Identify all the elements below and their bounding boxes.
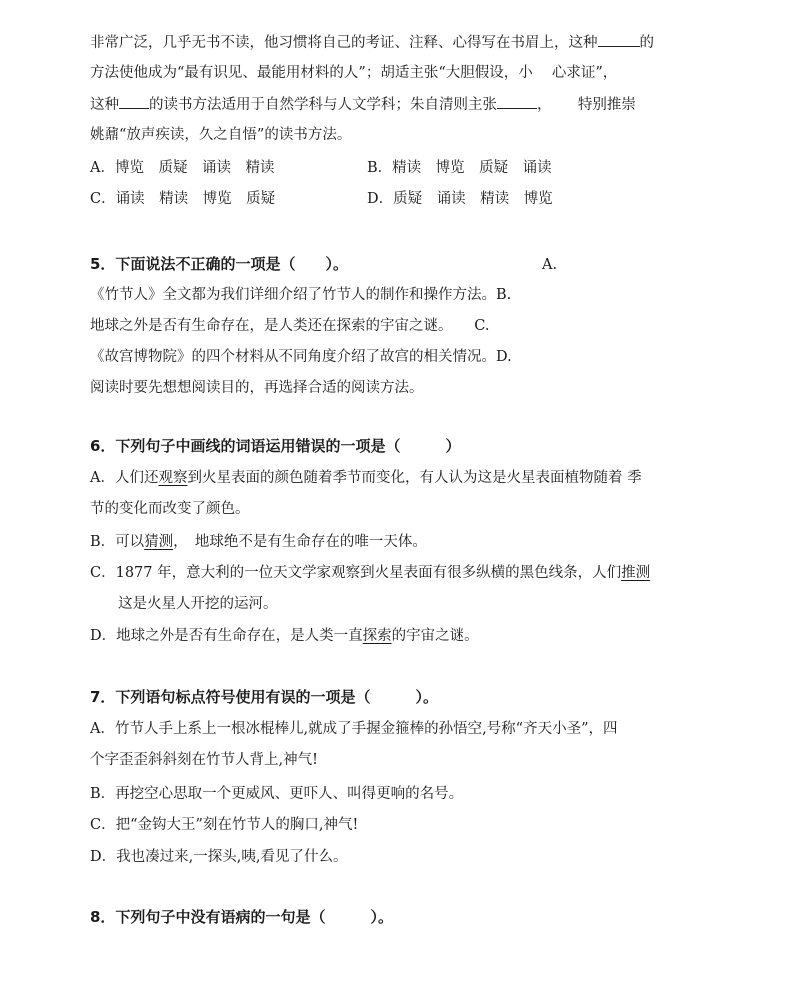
q4-option-c[interactable]: C．诵读 精读 博览 质疑 (90, 191, 276, 207)
answer-blank[interactable] (598, 32, 640, 47)
q8-title: 8．下列句子中没有语病的一句是（ ）。 (90, 908, 393, 926)
q7-option-b[interactable]: B．再挖空心思取一个更威风、更吓人、叫得更响的名号。 (90, 786, 464, 802)
q5-line-1: 《竹节人》全文都为我们详细介绍了竹节人的制作和操作方法。B. (90, 287, 512, 303)
q6-option-d[interactable] (90, 626, 479, 646)
underlined-word: 猜测 (144, 534, 174, 550)
option-text: ， 地球绝不是有生命存在的唯一天体。 (173, 534, 427, 550)
q6-option-a[interactable] (90, 468, 642, 488)
q4-option-a[interactable]: A．博览 质疑 诵读 精读 (90, 160, 275, 176)
option-text: 到火星表面的颜色随着季节而变化，有人认为这是火星表面植物随着 季 (187, 470, 642, 486)
option-text: B．可以 (90, 534, 145, 550)
underlined-word: 探索 (362, 628, 392, 644)
q5-title: 5．下面说法不正确的一项是（ ）。 (90, 255, 348, 273)
intro-line-2: 方法使他成为“最有识见、最能用材料的人”；胡适主张“大胆假设，小 心求证”， (90, 65, 618, 81)
answer-blank[interactable] (119, 94, 149, 109)
q6-option-b[interactable] (90, 532, 427, 552)
q7-option-c[interactable]: C．把“金钩大王”刻在竹节人的胸口,神气! (90, 817, 359, 833)
option-text: A．人们还 (90, 470, 159, 486)
intro-line-1 (90, 32, 654, 53)
intro-text: 非常广泛，几乎无书不读，他习惯将自己的考证、注释、心得写在书眉上，这种 (90, 35, 598, 51)
underlined-word: 观察 (158, 470, 188, 486)
option-text: C．1877 年，意大利的一位天文学家观察到火星表面有很多纵横的黑色线条，人们 (90, 565, 622, 581)
q5-option-a-label[interactable]: A. (542, 257, 558, 273)
intro-text: 的 (639, 35, 654, 51)
q7-title: 7．下列语句标点符号使用有误的一项是（ ）。 (90, 688, 438, 706)
q6-option-c-cont: 这是火星人开挖的运河。 (118, 596, 278, 612)
q7-option-a[interactable]: A．竹节人手上系上一根冰棍棒儿,就成了手握金箍棒的孙悟空,号称“齐天小圣”，四 (90, 721, 618, 737)
q5-line-3: 《故宫博物院》的四个材料从不同角度介绍了故宫的相关情况。D. (90, 349, 512, 365)
option-text: D．地球之外是否有生命存在，是人类一直 (90, 628, 363, 644)
q4-option-d[interactable]: D．质疑 诵读 精读 博览 (367, 191, 553, 207)
q7-option-d[interactable]: D．我也凑过来,一探头,咦,看见了什么。 (90, 849, 348, 865)
intro-line-4: 姚鼐“放声疾读，久之自悟”的读书方法。 (90, 127, 352, 143)
intro-text: 这种 (90, 97, 119, 113)
underlined-word: 推测 (621, 565, 651, 581)
intro-line-3 (90, 94, 636, 115)
option-text: 的宇宙之谜。 (391, 628, 479, 644)
q7-option-a-cont: 个字歪歪斜斜刻在竹节人背上,神气! (90, 752, 318, 768)
answer-blank[interactable] (497, 94, 537, 109)
q6-title: 6．下列句子中画线的词语运用错误的一项是（ ） (90, 437, 461, 455)
q6-option-c[interactable] (90, 563, 650, 583)
intro-text: 的读书方法适用于自然学科与人文学科；朱自清则主张 (149, 97, 497, 113)
q4-option-b[interactable]: B．精读 博览 质疑 诵读 (367, 160, 552, 176)
q5-line-2: 地球之外是否有生命存在，是人类还在探索的宇宙之谜。 C. (90, 318, 490, 334)
q6-option-a-cont: 节的变化而改变了颜色。 (90, 501, 250, 517)
intro-text: ， 特别推崇 (537, 97, 636, 113)
q5-line-4: 阅读时要先想想阅读目的，再选择合适的阅读方法。 (90, 380, 424, 396)
